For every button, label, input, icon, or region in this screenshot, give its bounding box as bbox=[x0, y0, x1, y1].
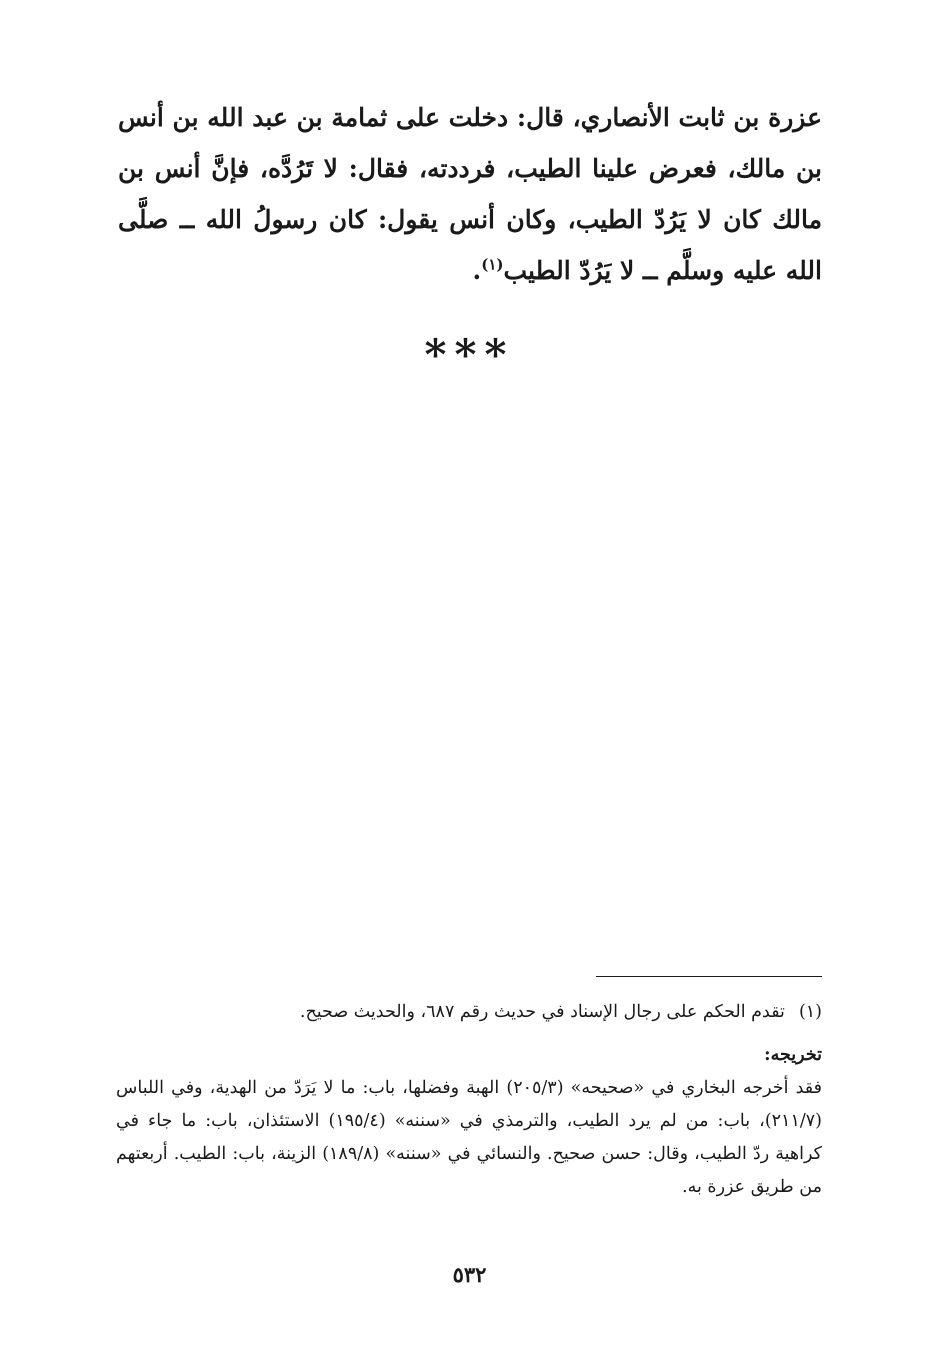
footnotes bbox=[116, 996, 822, 1204]
takhrij-text: فقد أخرجه البخاري في «صحيحه» (٢٠٥/٣) الهبة وفضلها، باب: ما لا يَرَدّ من الهدية، وفي اللباس (٢١١/٧)، باب: من لم يرد الطيب، والترمذي في «سننه» (١٩٥/٤) الاستئذان، باب: ما جاء في كراهية ردّ الطيب، وقال: حسن صحيح. والنسائي في «سننه» (١٨٩/٨) الزينة، باب: الطيب. أربعتهم من طريق عزرة به. bbox=[116, 1078, 822, 1197]
takhrij-heading: تخريجه: bbox=[764, 1045, 822, 1065]
body-paragraph bbox=[118, 92, 822, 296]
footnote-reference: (١) bbox=[481, 255, 504, 274]
footnote-divider bbox=[596, 976, 822, 977]
page-number: ٥٣٢ bbox=[452, 1262, 487, 1287]
sentence-end: . bbox=[472, 256, 482, 285]
body-paragraph-text: عزرة بن ثابت الأنصاري، قال: دخلت على ثمامة بن عبد الله بن أنس بن مالك، فعرض علينا الطيب، فرددته، فقال: لا تَرُدَّه، فإنَّ أنس بن مالك كان لا يَرُدّ الطيب، وكان أنس يقول: كان رسولُ الله ــ صلَّى الله عليه وسلَّم ــ لا يَرُدّ الطيب bbox=[118, 103, 822, 285]
body-text bbox=[118, 92, 822, 296]
footnote-text: تقدم الحكم على رجال الإسناد في حديث رقم ٦٨٧، والحديث صحيح. bbox=[299, 1002, 785, 1022]
footnote-number: (١) bbox=[798, 1002, 822, 1022]
section-separator: *** bbox=[424, 330, 515, 379]
footnote-item bbox=[116, 996, 822, 1029]
